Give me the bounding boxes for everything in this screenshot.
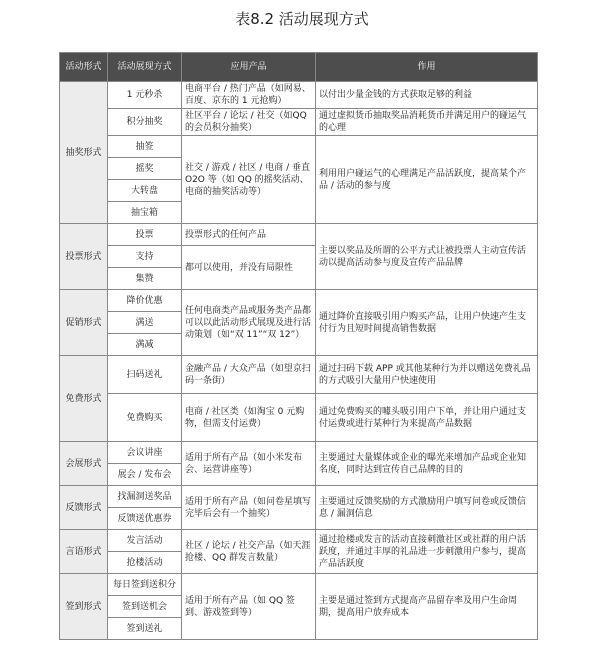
mode-cell: 发言活动 bbox=[108, 530, 182, 552]
mode-cell: 找漏洞送奖品 bbox=[108, 486, 182, 508]
mode-cell: 每日签到送积分 bbox=[108, 574, 182, 596]
table-row bbox=[60, 356, 538, 394]
product-cell: 社交 / 游戏 / 社区 / 电商 / 垂直 O2O 等（如 QQ 的摇奖活动、电商的抽奖活动等） bbox=[182, 136, 316, 224]
table-row bbox=[60, 486, 538, 508]
form-cell: 投票形式 bbox=[60, 224, 108, 290]
header-form: 活动形式 bbox=[60, 53, 108, 82]
function-cell: 以付出少量金钱的方式获取足够的利益 bbox=[316, 82, 538, 109]
mode-cell: 摇奖 bbox=[108, 158, 182, 180]
product-cell: 社区 / 论坛 / 社交产品（如天涯抢楼、QQ 群发言数量） bbox=[182, 530, 316, 574]
form-cell: 促销形式 bbox=[60, 290, 108, 356]
mode-cell: 集赞 bbox=[108, 268, 182, 290]
function-cell: 主要以奖品及所谓的公平方式让被投票人主动宣传活动以提高活动参与度及宣传产品品牌 bbox=[316, 224, 538, 290]
form-cell: 会展形式 bbox=[60, 442, 108, 486]
product-cell: 电商平台 / 热门产品（如网易、百度、京东的 1 元抢购） bbox=[182, 82, 316, 109]
function-cell: 通过虚拟货币抽取奖品消耗货币并满足用户的碰运气的心理 bbox=[316, 109, 538, 136]
table-row bbox=[60, 136, 538, 158]
function-cell: 利用用户碰运气的心理满足产品活跃度，提高某个产品 / 活动的参与度 bbox=[316, 136, 538, 224]
table-row bbox=[60, 224, 538, 246]
function-cell: 主要通过反馈奖励的方式激励用户填写问卷或反馈信息 / 漏洞信息 bbox=[316, 486, 538, 530]
function-cell: 通过降价直接吸引用户购买产品，让用户快速产生支付行为且短时间提高销售数据 bbox=[316, 290, 538, 356]
mode-cell: 会议讲座 bbox=[108, 442, 182, 464]
table-row bbox=[60, 530, 538, 552]
header-mode: 活动展现方式 bbox=[108, 53, 182, 82]
function-cell: 主要通过大量媒体或企业的曝光来增加产品或企业知名度，同时达到宣传自己品牌的目的 bbox=[316, 442, 538, 486]
header-row bbox=[60, 53, 538, 82]
mode-cell: 满送 bbox=[108, 312, 182, 334]
header-function: 作用 bbox=[316, 53, 538, 82]
product-cell: 电商 / 社区类（如淘宝 0 元购物，但需支付运费） bbox=[182, 394, 316, 442]
mode-cell: 抽宝箱 bbox=[108, 202, 182, 224]
function-cell: 通过扫码下载 APP 或其他某种行为并以赠送免费礼品的方式吸引大量用户快速使用 bbox=[316, 356, 538, 394]
mode-cell: 签到送礼 bbox=[108, 618, 182, 640]
function-cell: 通过免费购买的噱头吸引用户下单，并让用户通过支付运费或进行某种行为来提高产品数据 bbox=[316, 394, 538, 442]
table-row bbox=[60, 82, 538, 109]
mode-cell: 展会 / 发布会 bbox=[108, 464, 182, 486]
header-product: 应用产品 bbox=[182, 53, 316, 82]
form-cell: 签到形式 bbox=[60, 574, 108, 640]
mode-cell: 抽签 bbox=[108, 136, 182, 158]
mode-cell: 抢楼活动 bbox=[108, 552, 182, 574]
form-cell: 免费形式 bbox=[60, 356, 108, 442]
product-cell: 适用于所有产品（如 QQ 签到、游戏签到等） bbox=[182, 574, 316, 640]
form-cell: 反馈形式 bbox=[60, 486, 108, 530]
product-cell: 适用于所有产品（如问卷星填写完毕后会有一个抽奖） bbox=[182, 486, 316, 530]
function-cell: 主要是通过签到方式提高产品留存率及用户生命周期，提高用户放弃成本 bbox=[316, 574, 538, 640]
mode-cell: 投票 bbox=[108, 224, 182, 246]
table-row bbox=[60, 290, 538, 312]
mode-cell: 满减 bbox=[108, 334, 182, 356]
form-cell: 言语形式 bbox=[60, 530, 108, 574]
table-title: 表8.2 活动展现方式 bbox=[235, 10, 369, 28]
product-cell: 任何电商类产品或服务类产品都可以以此活动形式展现及进行活动策划（如“双 11”“双 12”） bbox=[182, 290, 316, 356]
mode-cell: 签到送机会 bbox=[108, 596, 182, 618]
table-row bbox=[60, 442, 538, 464]
mode-cell: 扫码送礼 bbox=[108, 356, 182, 394]
mode-cell: 免费购买 bbox=[108, 394, 182, 442]
table-row bbox=[60, 109, 538, 136]
mode-cell: 反馈送优惠券 bbox=[108, 508, 182, 530]
form-cell: 抽奖形式 bbox=[60, 82, 108, 224]
mode-cell: 大转盘 bbox=[108, 180, 182, 202]
function-cell: 通过抢楼或发言的活动直接刺激社区或社群的用户活跃度，并通过丰厚的礼品进一步刺激用户参与，提高产品活跃度 bbox=[316, 530, 538, 574]
activity-table bbox=[59, 52, 538, 640]
mode-cell: 支持 bbox=[108, 246, 182, 268]
product-cell: 金融产品 / 大众产品（如望京扫码一条街） bbox=[182, 356, 316, 394]
product-cell: 适用于所有产品（如小米发布会、运营讲座等） bbox=[182, 442, 316, 486]
mode-cell: 积分抽奖 bbox=[108, 109, 182, 136]
product-cell: 都可以使用，并没有局限性 bbox=[182, 246, 316, 290]
product-cell: 社区平台 / 论坛 / 社交（如QQ的会员积分抽奖） bbox=[182, 109, 316, 136]
mode-cell: 降价优惠 bbox=[108, 290, 182, 312]
mode-cell: 1 元秒杀 bbox=[108, 82, 182, 109]
product-cell: 投票形式的任何产品 bbox=[182, 224, 316, 246]
table-row bbox=[60, 574, 538, 596]
table-row bbox=[60, 394, 538, 442]
